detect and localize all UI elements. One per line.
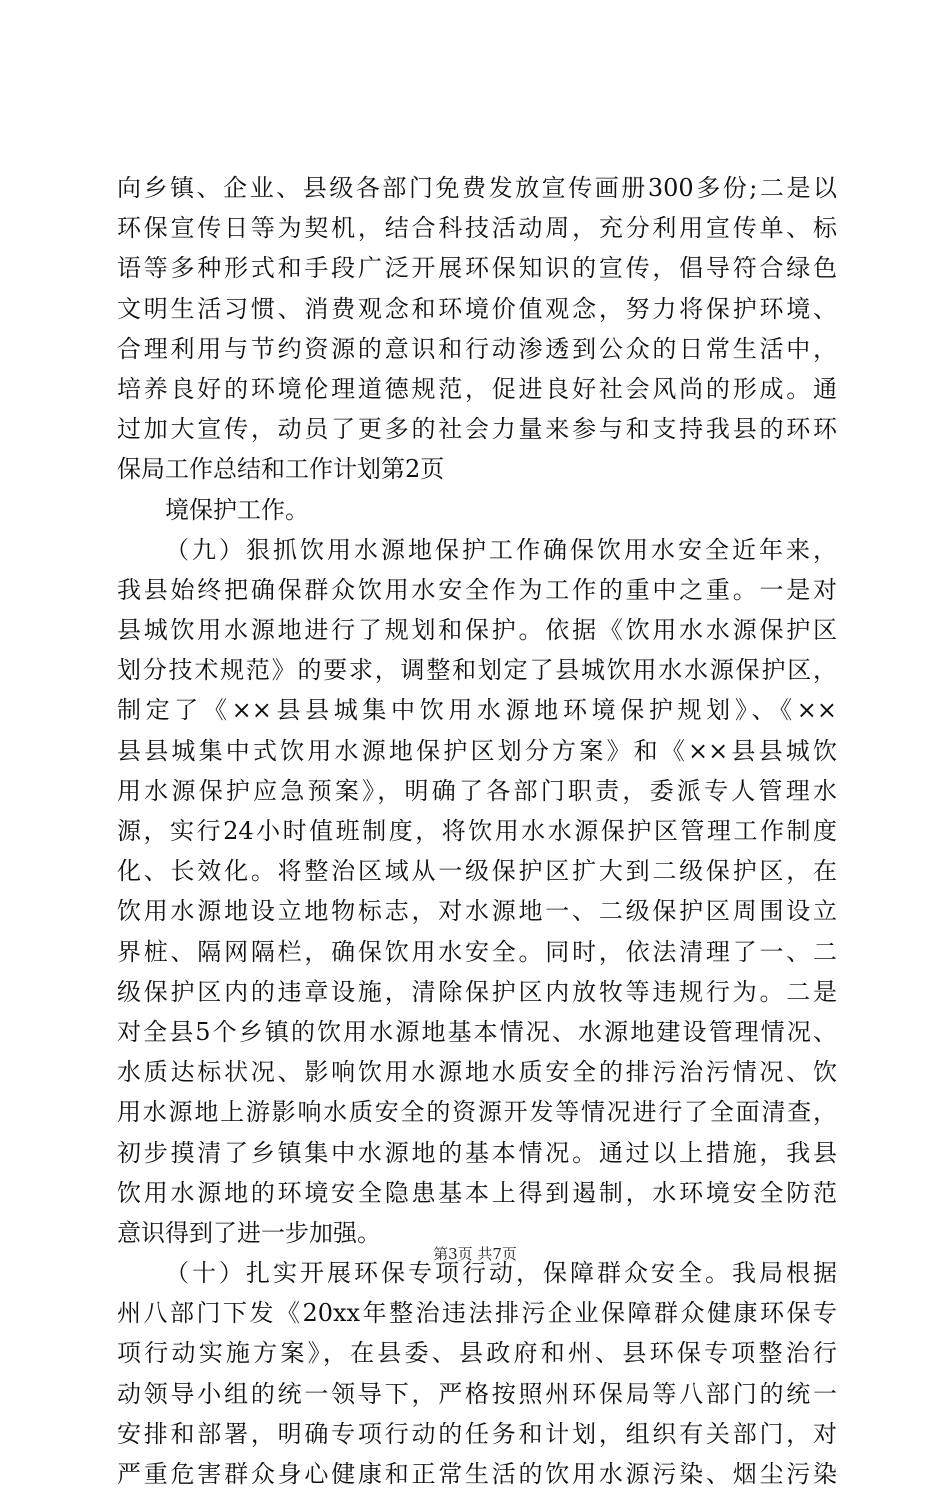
- text-line: 严重危害群众身心健康和正常生活的饮用水源污染、烟尘污染: [117, 1460, 837, 1488]
- text-line: 项行动实施方案》，在县委、县政府和州、县环保专项整治行: [117, 1339, 837, 1368]
- text-line: 化、长效化。将整治区域从一级保护区扩大到二级保护区，在: [117, 857, 837, 886]
- text-line: 初步摸清了乡镇集中水源地的基本情况。通过以上措施，我县: [117, 1138, 837, 1167]
- text-line: 对全县5个乡镇的饮用水源地基本情况、水源地建设管理情况、: [117, 1017, 837, 1046]
- text-line: 用水源地上游影响水质安全的资源开发等情况进行了全面清查，: [117, 1098, 837, 1127]
- text-line: 源，实行24小时值班制度，将饮用水水源保护区管理工作制度: [117, 817, 837, 845]
- page-footer: 第3页 共7页: [433, 1245, 517, 1263]
- text-line: 安排和部署，明确专项行动的任务和计划，组织有关部门，对: [117, 1419, 837, 1448]
- text-line: （九）狠抓饮用水源地保护工作确保饮用水安全近年来，: [165, 535, 837, 564]
- text-line: 饮用水源地设立地物标志，对水源地一、二级保护区周围设立: [117, 897, 837, 926]
- text-line: 合理利用与节约资源的意识和行动渗透到公众的日常生活中，: [117, 334, 837, 363]
- text-line: 级保护区内的违章设施，清除保护区内放牧等违规行为。二是: [117, 977, 837, 1006]
- text-line: 用水源保护应急预案》，明确了各部门职责，委派专人管理水: [117, 776, 837, 805]
- text-line: 县城饮用水源地进行了规划和保护。依据《饮用水水源保护区: [117, 616, 837, 645]
- text-line: 州八部门下发《20xx年整治违法排污企业保障群众健康环保专: [117, 1299, 837, 1328]
- text-line: 界桩、隔网隔栏，确保饮用水安全。同时，依法清理了一、二: [117, 937, 837, 966]
- text-line: 环保宣传日等为契机，结合科技活动周，充分利用宣传单、标: [117, 214, 837, 243]
- text-line: 划分技术规范》的要求，调整和划定了县城饮用水水源保护区，: [117, 656, 837, 685]
- text-line: 过加大宣传，动员了更多的社会力量来参与和支持我县的环环: [117, 415, 837, 444]
- text-line: 文明生活习惯、消费观念和环境价值观念，努力将保护环境、: [117, 294, 837, 323]
- text-line: 向乡镇、企业、县级各部门免费发放宣传画册300多份;二是以: [117, 174, 837, 202]
- text-line: 语等多种形式和手段广泛开展环保知识的宣传，倡导符合绿色: [117, 254, 837, 283]
- text-line: 制定了《××县县城集中饮用水源地环境保护规划》、《××: [117, 696, 837, 725]
- text-line: 境保护工作。: [165, 495, 309, 524]
- text-line: （十）扎实开展环保专项行动，保障群众安全。我局根据: [165, 1259, 837, 1288]
- text-line: 保局工作总结和工作计划第2页: [117, 455, 445, 484]
- document-body: [117, 168, 837, 1494]
- text-line: 意识得到了进一步加强。: [117, 1218, 381, 1247]
- text-line: 饮用水源地的环境安全隐患基本上得到遏制，水环境安全防范: [117, 1178, 837, 1207]
- text-line: 我县始终把确保群众饮用水安全作为工作的重中之重。一是对: [117, 575, 837, 604]
- text-line: 培养良好的环境伦理道德规范，促进良好社会风尚的形成。通: [117, 374, 837, 403]
- text-line: 动领导小组的统一领导下，严格按照州环保局等八部门的统一: [117, 1379, 837, 1408]
- text-line: 县县城集中式饮用水源地保护区划分方案》和《××县县城饮: [117, 736, 837, 765]
- text-line: 水质达标状况、影响饮用水源地水质安全的排污治污情况、饮: [117, 1058, 837, 1087]
